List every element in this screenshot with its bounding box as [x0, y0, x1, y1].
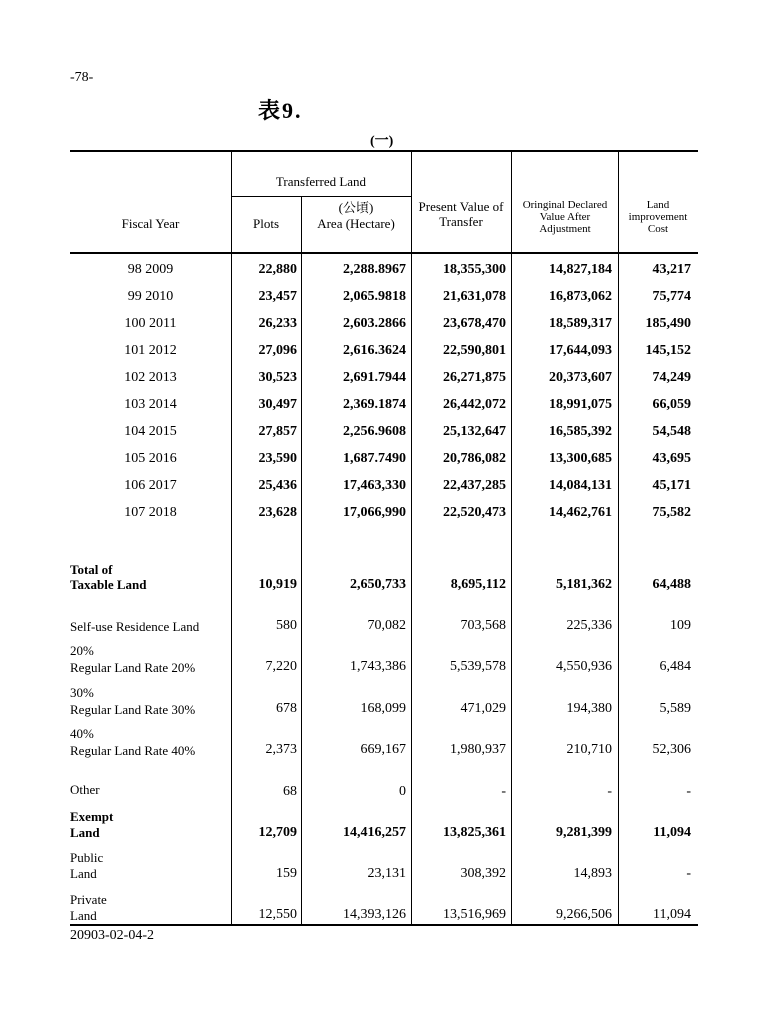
original-value: 20,373,607 [549, 370, 612, 385]
present-value: 22,520,473 [443, 505, 506, 520]
year-label: 103 2014 [124, 397, 177, 412]
improvement-value: 185,490 [645, 316, 691, 331]
original-value: 18,589,317 [549, 316, 612, 331]
improvement-value: 64,488 [652, 577, 691, 592]
present-value: 13,825,361 [443, 825, 506, 840]
group-label-line1: 40% [70, 726, 94, 741]
table-row [70, 364, 698, 391]
original-value: 14,893 [573, 866, 612, 881]
present-value: 8,695,112 [450, 577, 506, 592]
plots-value: 23,457 [258, 289, 297, 304]
present-value: 13,516,969 [443, 907, 506, 922]
area-value: 2,650,733 [350, 577, 406, 592]
improvement-value: 75,582 [652, 505, 691, 520]
transferred-land-header: Transferred Land [275, 174, 367, 189]
transferred-sub-rule [231, 196, 411, 197]
group-label-line2: Regular Land Rate 40% [70, 743, 196, 758]
improvement-value: - [686, 866, 691, 881]
group-label-line1: Public [70, 850, 104, 865]
table-row [70, 256, 698, 283]
area-header-top: (公頃) [338, 200, 374, 215]
plots-value: 10,919 [258, 577, 297, 592]
original-value: 14,827,184 [549, 262, 612, 277]
group-label-line1: Total of [70, 562, 113, 577]
present-value: 5,539,578 [450, 659, 506, 674]
area-value: 17,066,990 [343, 505, 406, 520]
table-title: 表9. [258, 98, 303, 123]
group-label-line2: Land [70, 825, 100, 840]
improvement-value: 43,695 [652, 451, 691, 466]
original-value: 4,550,936 [556, 659, 612, 674]
group-label-line2: Self-use Residence Land [70, 619, 200, 634]
area-value: 14,416,257 [343, 825, 406, 840]
header-bottom-rule [70, 252, 698, 254]
plots-value: 27,857 [258, 424, 297, 439]
original-value: 210,710 [566, 742, 612, 757]
year-label: 104 2015 [124, 424, 177, 439]
area-value: 669,167 [360, 742, 406, 757]
area-value: 2,691.7944 [343, 370, 406, 385]
year-label: 105 2016 [124, 451, 177, 466]
subtitle-right: (一) [370, 134, 394, 149]
year-label: 107 2018 [124, 505, 177, 520]
improvement-value: 75,774 [652, 289, 691, 304]
year-label: 99 2010 [127, 289, 174, 304]
plots-value: 159 [276, 866, 297, 881]
area-value: 0 [399, 784, 406, 799]
original-value: 9,281,399 [556, 825, 612, 840]
group-row-self-use [70, 602, 698, 638]
area-value: 2,603.2866 [343, 316, 406, 331]
present-value: 26,442,072 [443, 397, 506, 412]
improvement-value: 145,152 [645, 343, 691, 358]
original-value: 18,991,075 [549, 397, 612, 412]
table-row [70, 418, 698, 445]
plots-value: 580 [276, 618, 297, 633]
improvement-value: 11,094 [653, 907, 691, 922]
group-label-line1: 20% [70, 643, 94, 658]
group-label-line2: Land [70, 866, 97, 881]
group-row-rate-20 [70, 643, 698, 679]
area-value: 2,288.8967 [343, 262, 406, 277]
plots-value: 7,220 [265, 659, 297, 674]
plots-value: 12,709 [258, 825, 297, 840]
table-top-rule [70, 150, 698, 152]
group-label-line2: Land [70, 908, 97, 923]
plots-header: Plots [252, 216, 279, 231]
improvement-value: 66,059 [652, 397, 691, 412]
original-value: 17,644,093 [549, 343, 612, 358]
plots-value: 26,233 [258, 316, 297, 331]
table-row [70, 283, 698, 310]
present-value: 471,029 [460, 701, 506, 716]
area-value: 1,743,386 [350, 659, 406, 674]
year-label: 102 2013 [124, 370, 177, 385]
year-label: 100 2011 [124, 316, 177, 331]
group-row-other [70, 766, 698, 806]
present-value: 703,568 [460, 618, 506, 633]
improvement-value: 54,548 [652, 424, 691, 439]
original-value: 9,266,506 [556, 907, 612, 922]
area-value: 2,065.9818 [343, 289, 406, 304]
original-value: 14,462,761 [549, 505, 612, 520]
improvement-value: 6,484 [659, 659, 691, 674]
plots-value: 25,436 [258, 478, 297, 493]
area-value: 1,687.7490 [343, 451, 406, 466]
area-value: 168,099 [360, 701, 406, 716]
improvement-value: 5,589 [659, 701, 691, 716]
land-improvement-header: Land improvement Cost [628, 199, 688, 235]
original-value: - [607, 784, 612, 799]
area-value: 2,616.3624 [343, 343, 406, 358]
present-value: 22,590,801 [443, 343, 506, 358]
original-value: 16,585,392 [549, 424, 612, 439]
table-bottom-rule [70, 924, 698, 926]
original-value: 5,181,362 [556, 577, 612, 592]
original-value: 13,300,685 [549, 451, 612, 466]
improvement-value: 43,217 [652, 262, 691, 277]
present-value: 20,786,082 [443, 451, 506, 466]
fiscal-year-header: Fiscal Year [121, 216, 180, 231]
present-value: 308,392 [460, 866, 506, 881]
present-value: 1,980,937 [450, 742, 506, 757]
year-label: 101 2012 [124, 343, 177, 358]
group-row-public [70, 850, 698, 886]
plots-value: 23,590 [258, 451, 297, 466]
plots-value: 23,628 [258, 505, 297, 520]
group-row-private [70, 892, 698, 924]
group-row-rate-40 [70, 726, 698, 762]
plots-value: 678 [276, 701, 297, 716]
page-number: -78- [70, 70, 94, 85]
group-label-line2: Regular Land Rate 20% [70, 660, 196, 675]
present-value-header: Present Value of Transfer [418, 199, 504, 229]
area-value: 70,082 [367, 618, 406, 633]
group-label-line2: Regular Land Rate 30% [70, 702, 196, 717]
area-value: 2,369.1874 [343, 397, 406, 412]
original-value: 194,380 [566, 701, 612, 716]
group-label-line2: Taxable Land [70, 577, 147, 592]
improvement-value: 45,171 [652, 478, 691, 493]
group-label-line1: Private [70, 892, 107, 907]
improvement-value: 11,094 [653, 825, 691, 840]
present-value: 18,355,300 [443, 262, 506, 277]
plots-value: 2,373 [265, 742, 297, 757]
present-value: 25,132,647 [443, 424, 506, 439]
group-row-rate-30 [70, 685, 698, 721]
original-value: 16,873,062 [549, 289, 612, 304]
plots-value: 30,497 [258, 397, 297, 412]
table-row [70, 391, 698, 418]
plots-value: 12,550 [258, 907, 297, 922]
table-row [70, 472, 698, 499]
year-label: 106 2017 [124, 478, 177, 493]
group-label-line1: Exempt [70, 809, 114, 824]
present-value: - [501, 784, 506, 799]
group-label-line2: Other [70, 782, 100, 797]
area-value: 23,131 [367, 866, 406, 881]
table-row [70, 499, 698, 526]
table-row [70, 337, 698, 364]
area-value: 14,393,126 [343, 907, 406, 922]
area-value: 17,463,330 [343, 478, 406, 493]
area-header: Area (Hectare) [317, 216, 395, 231]
original-value: 14,084,131 [549, 478, 612, 493]
improvement-value: - [686, 784, 691, 799]
improvement-value: 52,306 [652, 742, 691, 757]
group-row-taxable-total [70, 562, 698, 598]
footer-note: 20903-02-04-2 [70, 928, 154, 943]
original-value: 225,336 [566, 618, 612, 633]
table-row [70, 445, 698, 472]
present-value: 21,631,078 [443, 289, 506, 304]
improvement-value: 109 [670, 618, 691, 633]
table-row [70, 310, 698, 337]
present-value: 23,678,470 [443, 316, 506, 331]
plots-value: 68 [283, 784, 297, 799]
present-value: 26,271,875 [443, 370, 506, 385]
group-label-line1: 30% [70, 685, 94, 700]
plots-value: 30,523 [258, 370, 297, 385]
present-value: 22,437,285 [443, 478, 506, 493]
original-declared-header: Oringinal Declared Value After Adjustment [522, 199, 608, 235]
group-row-exempt [70, 809, 698, 845]
plots-value: 22,880 [258, 262, 297, 277]
plots-value: 27,096 [258, 343, 297, 358]
year-label: 98 2009 [127, 262, 174, 277]
improvement-value: 74,249 [652, 370, 691, 385]
area-value: 2,256.9608 [343, 424, 406, 439]
